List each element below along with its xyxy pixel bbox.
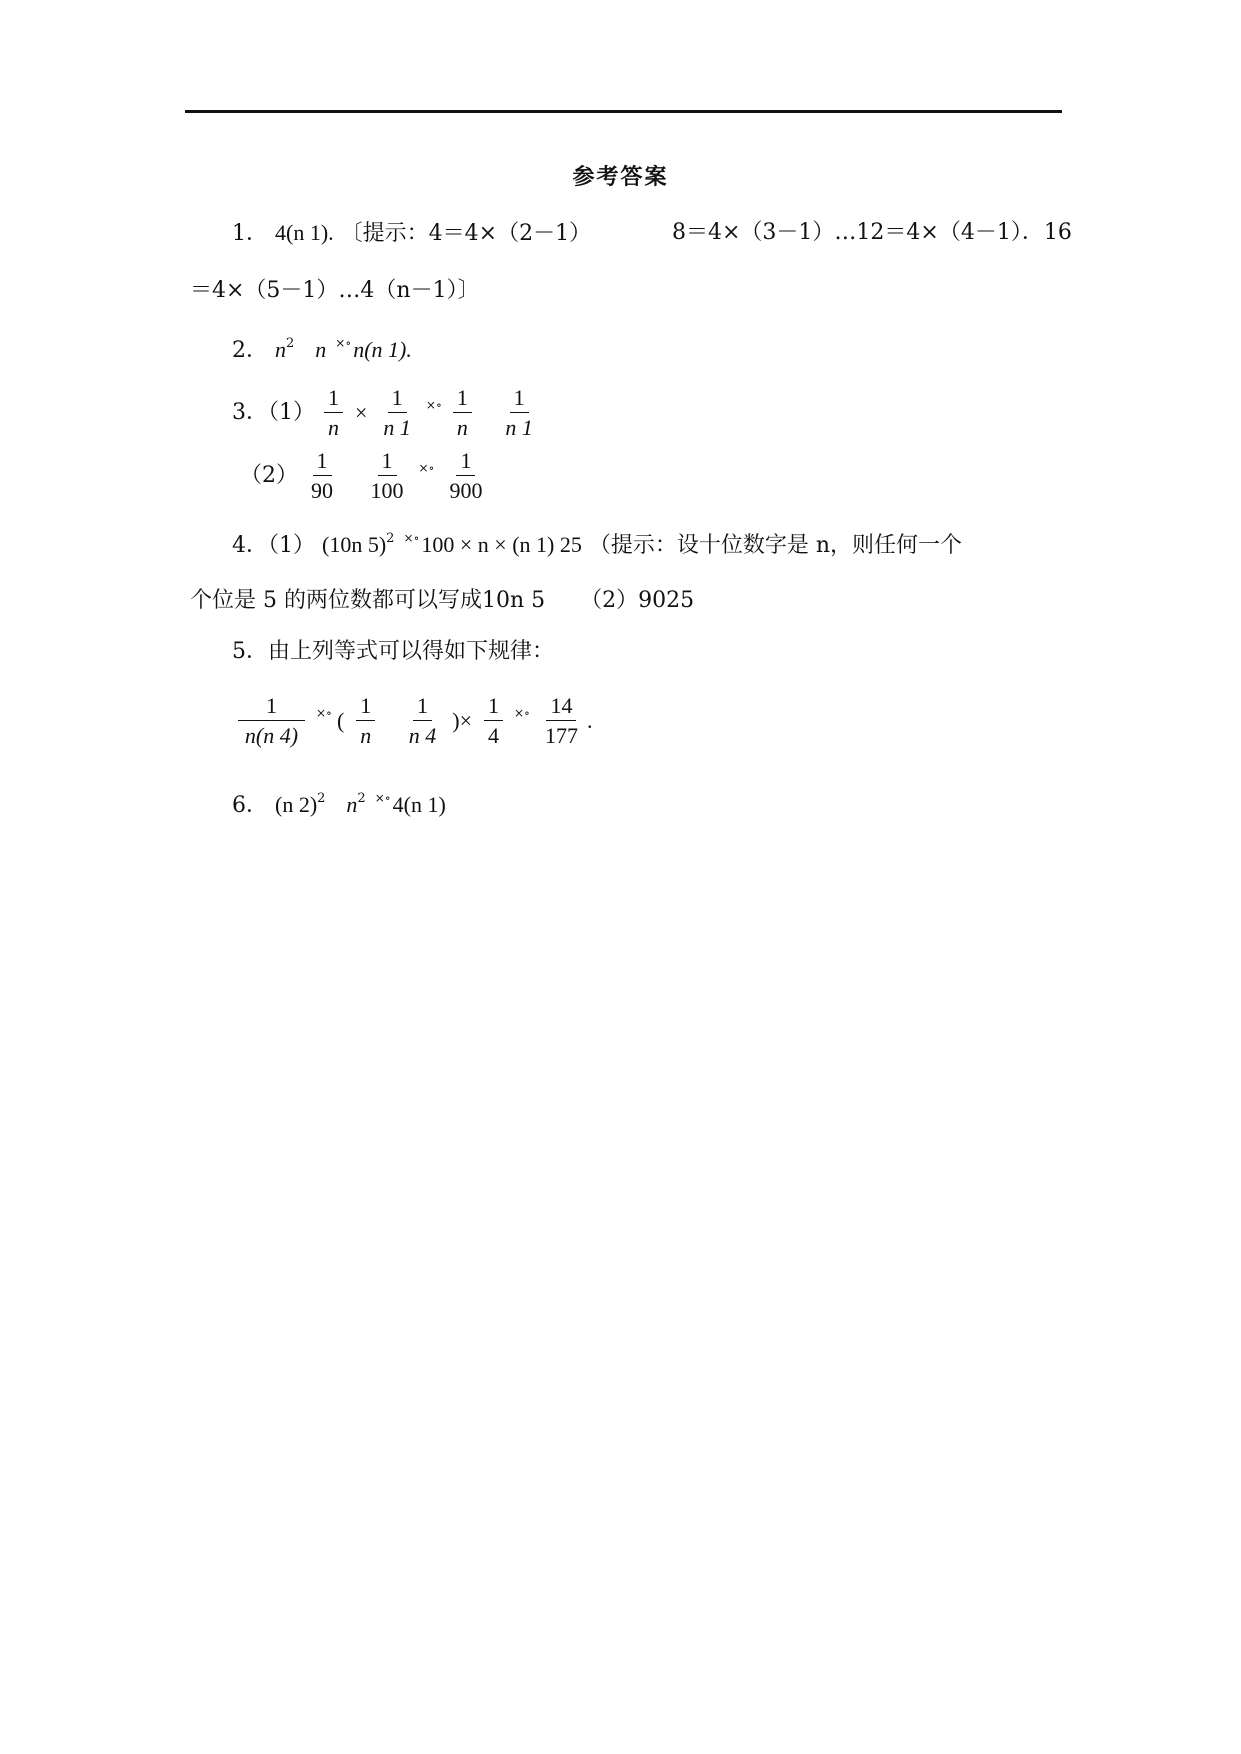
- answer-number: 2．: [232, 338, 268, 363]
- minus-sign: [484, 400, 490, 425]
- fraction: $\frac{1}{n 1}$: [383, 385, 411, 440]
- answer-5: [232, 641, 554, 663]
- equals-glyph: ×∘: [514, 706, 530, 720]
- equals-glyph: ×∘: [425, 398, 442, 412]
- answer-text: 由上列等式可以得如下规律：: [268, 639, 555, 664]
- answer-5-formula: [236, 695, 595, 747]
- part-label: （1）: [268, 400, 315, 425]
- equals-glyph: ×∘: [316, 706, 332, 720]
- answer-number: 3．: [232, 400, 268, 425]
- part-answer: （2）9025: [580, 588, 695, 613]
- answer-number: 1．: [232, 221, 268, 246]
- fraction: $\frac{1}{100}$: [370, 448, 404, 503]
- answer-6: [232, 792, 446, 817]
- page-title: 参考答案: [572, 164, 669, 190]
- part-label: （2）: [240, 463, 298, 488]
- equals-glyph: ×∘: [374, 791, 391, 805]
- math-term: 4(n 1): [392, 792, 446, 817]
- math-term: n(n 1).: [353, 337, 412, 362]
- answer-hint: ＝4×（5－1）…4（n－1）〕: [190, 278, 480, 303]
- equals-glyph: ×∘: [403, 531, 420, 545]
- fraction: $\frac{1}{n}$: [453, 387, 472, 439]
- answer-number: 6．: [232, 793, 268, 818]
- answer-3-part2: [240, 450, 488, 502]
- math-term: 100 × n × (n 1) 25: [421, 532, 582, 557]
- answer-expression: 4(n 1).: [275, 220, 334, 245]
- answer-hint: （提示：设十位数字是 n，则任何一个: [588, 533, 963, 558]
- minus-sign: [387, 708, 393, 733]
- answer-number: 5．: [232, 639, 268, 664]
- fraction: $\frac{1}{n 1}$: [505, 385, 533, 440]
- answer-3-part1: [232, 387, 539, 439]
- exponent: 2: [286, 335, 295, 351]
- math-term: n: [275, 337, 286, 362]
- fraction: $\frac{1}{900}$: [449, 448, 483, 503]
- paren-open: (: [336, 708, 345, 733]
- fraction: $\frac{1}{4}$: [484, 695, 503, 747]
- answer-hint: 8＝4×（3－1）…12＝4×（4－1）．16: [672, 220, 1072, 245]
- answer-1: [232, 222, 591, 245]
- fraction: $\frac{14}{177}$: [544, 693, 578, 748]
- minus-sign: [349, 463, 355, 488]
- answer-hint: 个位是 5 的两位数都可以写成10n 5: [190, 588, 546, 613]
- answer-1-hint-continued: [672, 222, 1072, 244]
- answer-4: [232, 532, 962, 557]
- math-term: n: [346, 792, 358, 817]
- period: .: [586, 708, 593, 733]
- exponent: 2: [357, 790, 366, 806]
- header-rule: [185, 110, 1062, 113]
- fraction: $\frac{1}{n(n 4)}$: [238, 695, 305, 747]
- answer-number: 4．: [232, 533, 268, 558]
- answer-2: [232, 337, 412, 362]
- times-sign: ×: [355, 400, 368, 425]
- math-term: n: [315, 337, 327, 362]
- equals-glyph: ×∘: [418, 461, 435, 475]
- answer-4-line2: [190, 590, 694, 612]
- fraction: $\frac{1}{n}$: [324, 387, 343, 439]
- answer-hint: 〔提示：4＝4×（2－1）: [340, 221, 592, 246]
- part-label: （1）: [268, 533, 315, 558]
- exponent: 2: [317, 790, 326, 806]
- fraction: $\frac{1}{90}$: [311, 448, 333, 503]
- fraction: $\frac{1}{n}$: [356, 695, 375, 747]
- math-term: (10n 5): [322, 532, 387, 557]
- answer-1-hint-line2: [190, 280, 480, 302]
- math-term: (n 2): [275, 792, 318, 817]
- exponent: 2: [386, 530, 395, 546]
- paren-close: )×: [452, 708, 472, 733]
- equals-glyph: ×∘: [335, 336, 352, 350]
- fraction: $\frac{1}{n 4}$: [408, 693, 437, 748]
